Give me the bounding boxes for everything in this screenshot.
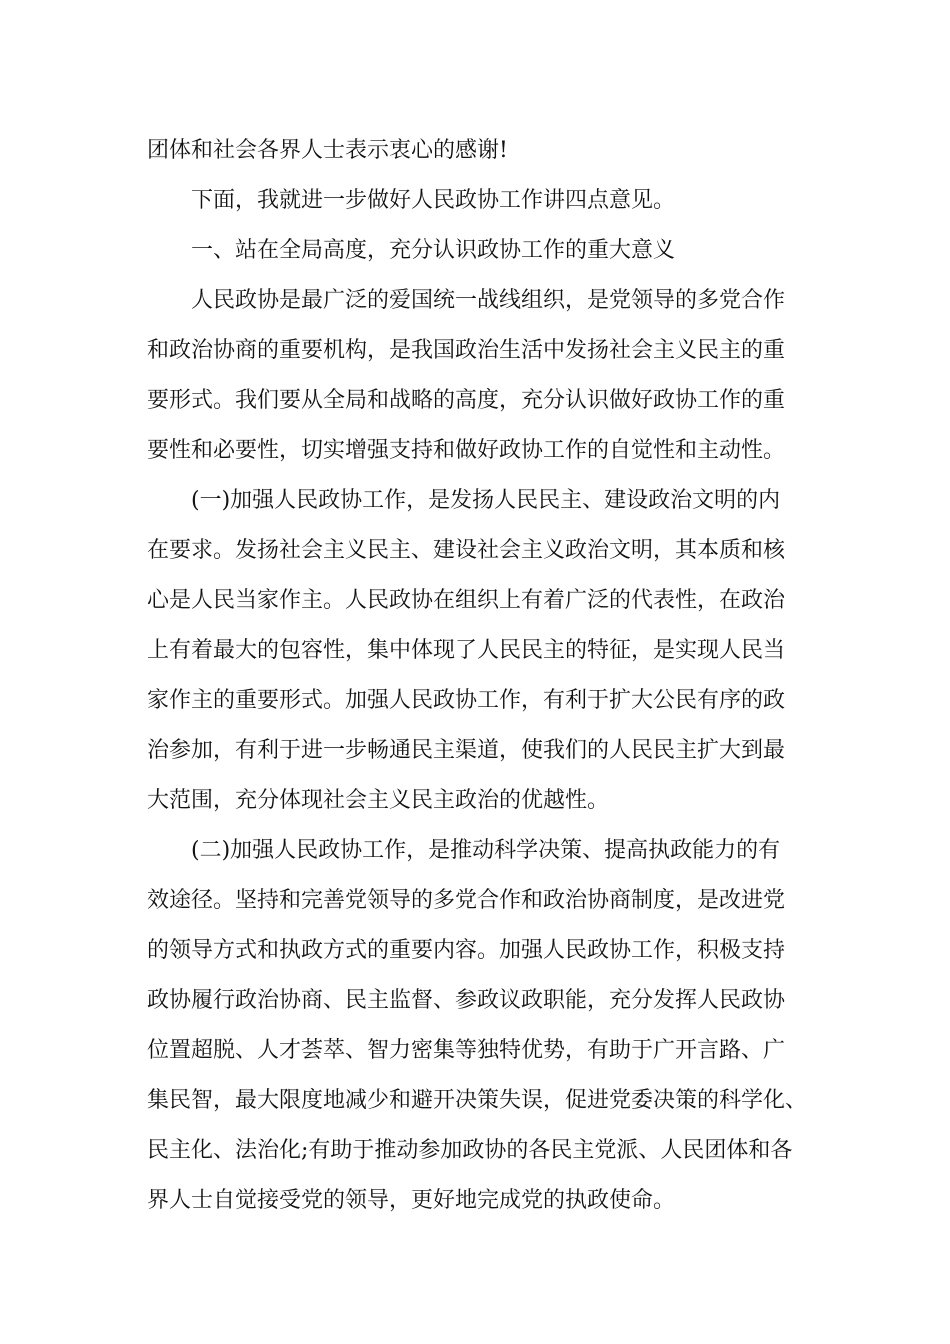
text-line: 大范围，充分体现社会主义民主政治的优越性。 (147, 788, 610, 813)
text-line: 民主化、法治化;有助于推动参加政协的各民主党派、人民团体和各 (147, 1138, 793, 1163)
text-line: 位置超脱、人才荟萃、智力密集等独特优势，有助于广开言路、广 (147, 1038, 786, 1063)
paragraph-first-line: (一)加强人民政协工作，是发扬人民民主、建设政治文明的内 (191, 488, 781, 513)
text-line: 界人士自觉接受党的领导，更好地完成党的执政使命。 (147, 1188, 676, 1213)
text-line: 要性和必要性，切实增强支持和做好政协工作的自觉性和主动性。 (147, 438, 786, 463)
document-body (147, 126, 819, 1226)
paragraph-first-line: 人民政协是最广泛的爱国统一战线组织，是党领导的多党合作 (191, 288, 786, 313)
text-line: 家作主的重要形式。加强人民政协工作，有利于扩大公民有序的政 (147, 688, 786, 713)
paragraph-first-line: (二)加强人民政协工作，是推动科学决策、提高执政能力的有 (191, 838, 781, 863)
text-line: 集民智，最大限度地减少和避开决策失误，促进党委决策的科学化、 (147, 1088, 808, 1113)
text-line: 和政治协商的重要机构，是我国政治生活中发扬社会主义民主的重 (147, 338, 786, 363)
text-line: 上有着最大的包容性，集中体现了人民民主的特征，是实现人民当 (147, 638, 786, 663)
text-line: 在要求。发扬社会主义民主、建设社会主义政治文明，其本质和核 (147, 538, 786, 563)
text-line: 效途径。坚持和完善党领导的多党合作和政治协商制度，是改进党 (147, 888, 786, 913)
section-heading: 一、站在全局高度，充分认识政协工作的重大意义 (191, 238, 676, 263)
text-line: 政协履行政治协商、民主监督、参政议政职能，充分发挥人民政协 (147, 988, 786, 1013)
text-line: 的领导方式和执政方式的重要内容。加强人民政协工作，积极支持 (147, 938, 786, 963)
text-line: 心是人民当家作主。人民政协在组织上有着广泛的代表性，在政治 (147, 588, 786, 613)
text-line: 治参加，有利于进一步畅通民主渠道，使我们的人民民主扩大到最 (147, 738, 786, 763)
paragraph-first-line: 下面，我就进一步做好人民政协工作讲四点意见。 (191, 188, 676, 213)
text-line: 要形式。我们要从全局和战略的高度，充分认识做好政协工作的重 (147, 388, 786, 413)
text-line: 团体和社会各界人士表示衷心的感谢! (147, 138, 508, 163)
